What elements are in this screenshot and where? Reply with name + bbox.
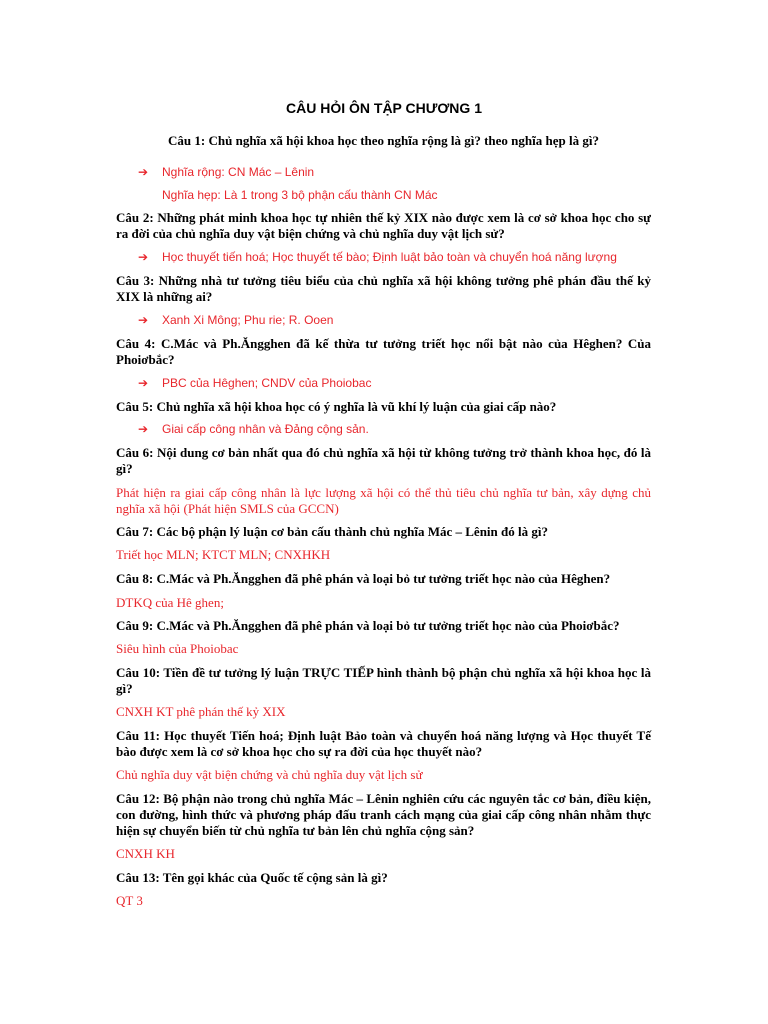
- arrow-bullet: ➔: [138, 422, 149, 436]
- answer-2: Học thuyết tiến hoá; Học thuyết tế bào; Định luật bảo toàn và chuyển hoá năng lượng: [162, 250, 617, 264]
- question-3: Câu 3: Những nhà tư tưởng tiêu biểu của chủ nghĩa xã hội không tưởng phê phán đầu thế kỷ XIX là những ai?: [116, 273, 651, 304]
- arrow-bullet: ➔: [138, 250, 149, 264]
- question-1: Câu 1: Chủ nghĩa xã hội khoa học theo nghĩa rộng là gì? theo nghĩa hẹp là gì?: [168, 133, 599, 148]
- answer-3: Xanh Xi Mông; Phu rie; R. Ooen: [162, 313, 334, 327]
- answer-13: QT 3: [116, 893, 143, 908]
- question-13: Câu 13: Tên gọi khác của Quốc tế cộng sản là gì?: [116, 870, 388, 885]
- question-9: Câu 9: C.Mác và Ph.Ăngghen đã phê phán và loại bỏ tư tưởng triết học nào của Phoiơbắc?: [116, 618, 620, 633]
- question-2: Câu 2: Những phát minh khoa học tự nhiên thế kỷ XIX nào được xem là cơ sở khoa học cho sự ra đời của chủ nghĩa duy vật biện chứng và chủ nghĩa duy vật lịch sử?: [116, 210, 651, 241]
- question-5: Câu 5: Chủ nghĩa xã hội khoa học có ý nghĩa là vũ khí lý luận của giai cấp nào?: [116, 399, 557, 414]
- answer-10: CNXH KT phê phán thế kỷ XIX: [116, 704, 286, 719]
- question-12: Câu 12: Bộ phận nào trong chủ nghĩa Mác – Lênin nghiên cứu các nguyên tắc cơ bản, điều kiện, con đường, hình thức và phương pháp đấu tranh cách mạng của giai cấp công nhân nhằm thực hiện sự chuyển biến từ chủ nghĩa tư bản lên chủ nghĩa cộng sản?: [116, 791, 651, 838]
- answer-1a: Nghĩa rộng: CN Mác – Lênin: [162, 165, 315, 179]
- arrow-bullet: ➔: [138, 165, 149, 179]
- answer-12: CNXH KH: [116, 846, 175, 861]
- question-7: Câu 7: Các bộ phận lý luận cơ bản cấu thành chủ nghĩa Mác – Lênin đó là gì?: [116, 524, 548, 539]
- arrow-bullet: ➔: [138, 376, 149, 390]
- question-11: Câu 11: Học thuyết Tiến hoá; Định luật Bảo toàn và chuyển hoá năng lượng và Học thuyết Tế bào được xem là cơ sở khoa học cho sự ra đời của học thuyết nào?: [116, 728, 651, 759]
- answer-7: Triết học MLN; KTCT MLN; CNXHKH: [116, 547, 331, 562]
- answer-1b: Nghĩa hẹp: Là 1 trong 3 bộ phận cấu thành CN Mác: [162, 188, 438, 202]
- answer-6: Phát hiện ra giai cấp công nhân là lực lượng xã hội có thể thủ tiêu chủ nghĩa tư bản, xây dựng chủ nghĩa xã hội (Phát hiện SMLS của GCCN): [116, 485, 651, 516]
- question-4: Câu 4: C.Mác và Ph.Ăngghen đã kế thừa tư tưởng triết học nổi bật nào của Hêghen? Của Phoiơbắc?: [116, 336, 651, 367]
- question-8: Câu 8: C.Mác và Ph.Ăngghen đã phê phán và loại bỏ tư tưởng triết học nào của Hêghen?: [116, 571, 611, 586]
- answer-11: Chủ nghĩa duy vật biện chứng và chủ nghĩa duy vật lịch sử: [116, 767, 423, 782]
- answer-4: PBC của Hêghen; CNDV của Phoiobac: [162, 376, 372, 390]
- page-title: CÂU HỎI ÔN TẬP CHƯƠNG 1: [286, 100, 482, 116]
- question-6: Câu 6: Nội dung cơ bản nhất qua đó chủ nghĩa xã hội từ không tưởng trở thành khoa học, đó là gì?: [116, 445, 651, 476]
- question-10: Câu 10: Tiền đề tư tưởng lý luận TRỰC TIẾP hình thành bộ phận chủ nghĩa xã hội khoa học là gì?: [116, 665, 651, 696]
- answer-9: Siêu hình của Phoiobac: [116, 641, 239, 656]
- answer-8: DTKQ của Hê ghen;: [116, 595, 224, 610]
- answer-5: Giai cấp công nhân và Đảng cộng sản.: [162, 422, 369, 436]
- arrow-bullet: ➔: [138, 313, 149, 327]
